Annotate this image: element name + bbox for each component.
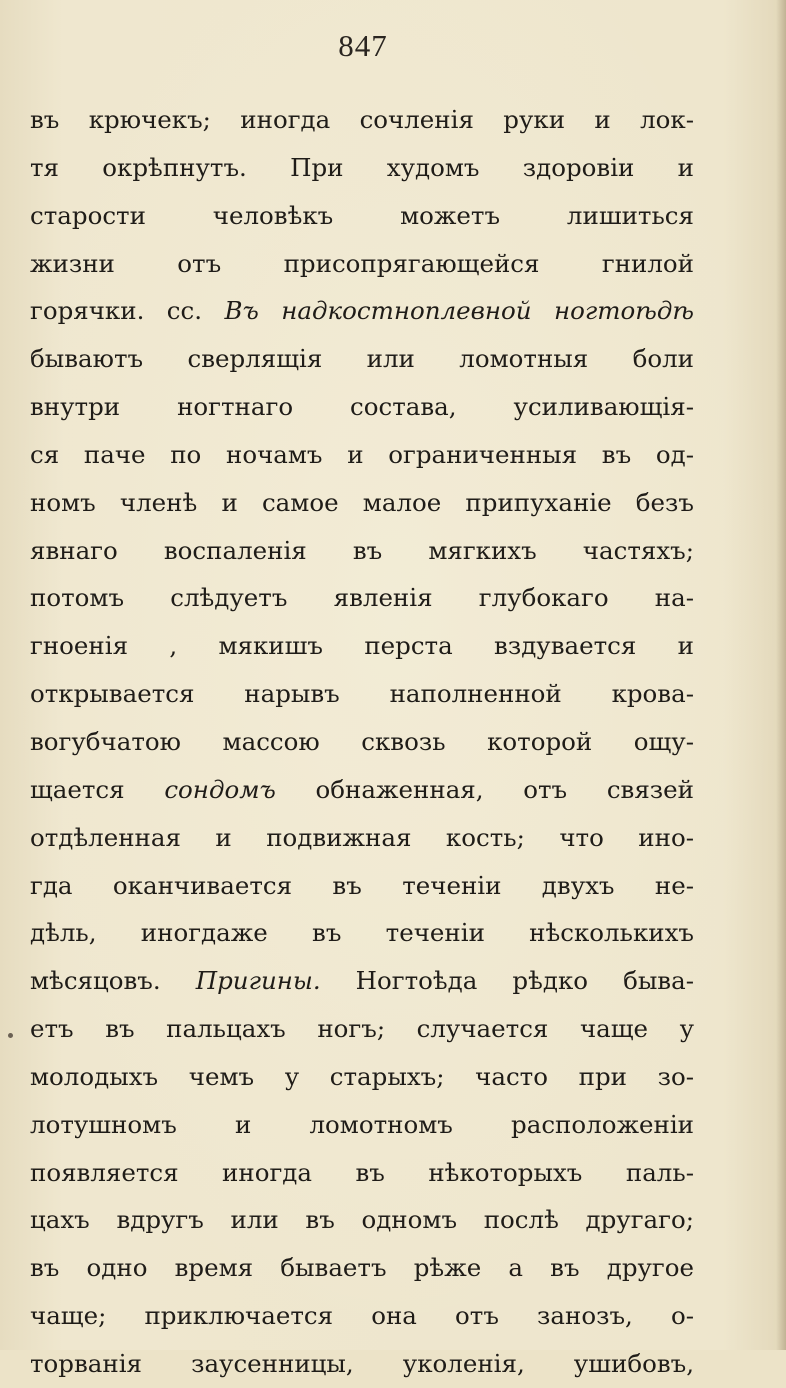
- text-line: [30, 240, 694, 288]
- text-run: чаще; приключается она отъ занозъ, о-: [30, 1301, 694, 1331]
- italic-text-run: Пригины.: [195, 966, 321, 996]
- text-run: торванія заусенницы, уколенія, ушибовъ,: [30, 1348, 694, 1378]
- text-line: [30, 718, 694, 766]
- text-run: отдѣленная и подвижная кость; что ино-: [30, 822, 694, 852]
- text-run: явнаго воспаленія въ мягкихъ частяхъ;: [30, 535, 694, 565]
- text-run: лотушномъ и ломотномъ расположеніи: [30, 1109, 694, 1139]
- text-line: [30, 814, 694, 862]
- text-line: [30, 431, 694, 479]
- text-line: [30, 192, 694, 240]
- text-line: [30, 622, 694, 670]
- text-run: цахъ вдругъ или въ одномъ послѣ другаго;: [30, 1205, 694, 1235]
- text-line: [30, 909, 694, 957]
- body-text: [30, 96, 694, 1388]
- text-line: [30, 1005, 694, 1053]
- text-run: обнаженная, отъ связей: [275, 774, 694, 804]
- text-run: дѣль, иногдаже въ теченіи нѣсколькихъ: [30, 918, 694, 948]
- text-line: [30, 335, 694, 383]
- text-line: [30, 96, 694, 144]
- text-line: [30, 1053, 694, 1101]
- page-edge-shadow: [776, 0, 786, 1350]
- text-line: [30, 383, 694, 431]
- text-run: внутри ногтнаго состава, усиливающія-: [30, 392, 694, 422]
- text-line: [30, 479, 694, 527]
- text-run: въ крючекъ; иногда сочленія руки и лок-: [30, 105, 694, 134]
- text-run: жизни отъ присопрягающейся гнилой: [30, 248, 694, 278]
- text-run: горячки. сс.: [30, 296, 225, 326]
- text-run: номъ членѣ и самое малое припуханіе безъ: [30, 487, 694, 517]
- text-line: [30, 766, 694, 814]
- text-line: [30, 1244, 694, 1292]
- text-run: бываютъ сверлящія или ломотныя боли: [30, 344, 694, 374]
- text-line: [30, 957, 694, 1005]
- text-run: молодыхъ чемъ у старыхъ; часто при зо-: [30, 1061, 694, 1091]
- text-line: [30, 1292, 694, 1340]
- text-run: Ногтоѣда рѣдко быва-: [320, 966, 694, 996]
- text-line: [30, 1340, 694, 1388]
- text-run: ся паче по ночамъ и ограниченныя въ од-: [30, 439, 694, 469]
- text-line: [30, 862, 694, 910]
- text-line: [30, 1196, 694, 1244]
- text-line: [30, 574, 694, 622]
- text-line: [30, 527, 694, 575]
- page-number: 847: [338, 28, 388, 63]
- text-run: потомъ слѣдуетъ явленія глубокаго на-: [30, 583, 694, 613]
- margin-mark: [8, 1033, 13, 1038]
- text-run: открывается нарывъ наполненной крова-: [30, 679, 694, 709]
- text-run: гда оканчивается въ теченіи двухъ не-: [30, 870, 694, 900]
- text-line: [30, 670, 694, 718]
- text-run: старости человѣкъ можетъ лишиться: [30, 200, 694, 230]
- text-line: [30, 1149, 694, 1197]
- text-line: [30, 1101, 694, 1149]
- italic-text-run: Въ надкостноплевной ногтоѣдѣ: [224, 296, 694, 326]
- text-line: [30, 287, 694, 335]
- text-run: въ одно время бываетъ рѣже а въ другое: [30, 1253, 694, 1283]
- text-run: мѣсяцовъ.: [30, 966, 196, 996]
- text-run: тя окрѣпнутъ. При худомъ здоровіи и: [30, 152, 694, 182]
- text-run: появляется иногда въ нѣкоторыхъ паль-: [30, 1157, 694, 1187]
- italic-text-run: сондомъ: [164, 774, 276, 804]
- text-line: [30, 144, 694, 192]
- text-run: вогубчатою массою сквозь которой ощу-: [30, 726, 694, 756]
- text-run: щается: [30, 774, 165, 804]
- text-run: етъ въ пальцахъ ногъ; случается чаще у: [30, 1014, 694, 1044]
- text-run: гноенія , мякишъ перста вздувается и: [30, 631, 694, 661]
